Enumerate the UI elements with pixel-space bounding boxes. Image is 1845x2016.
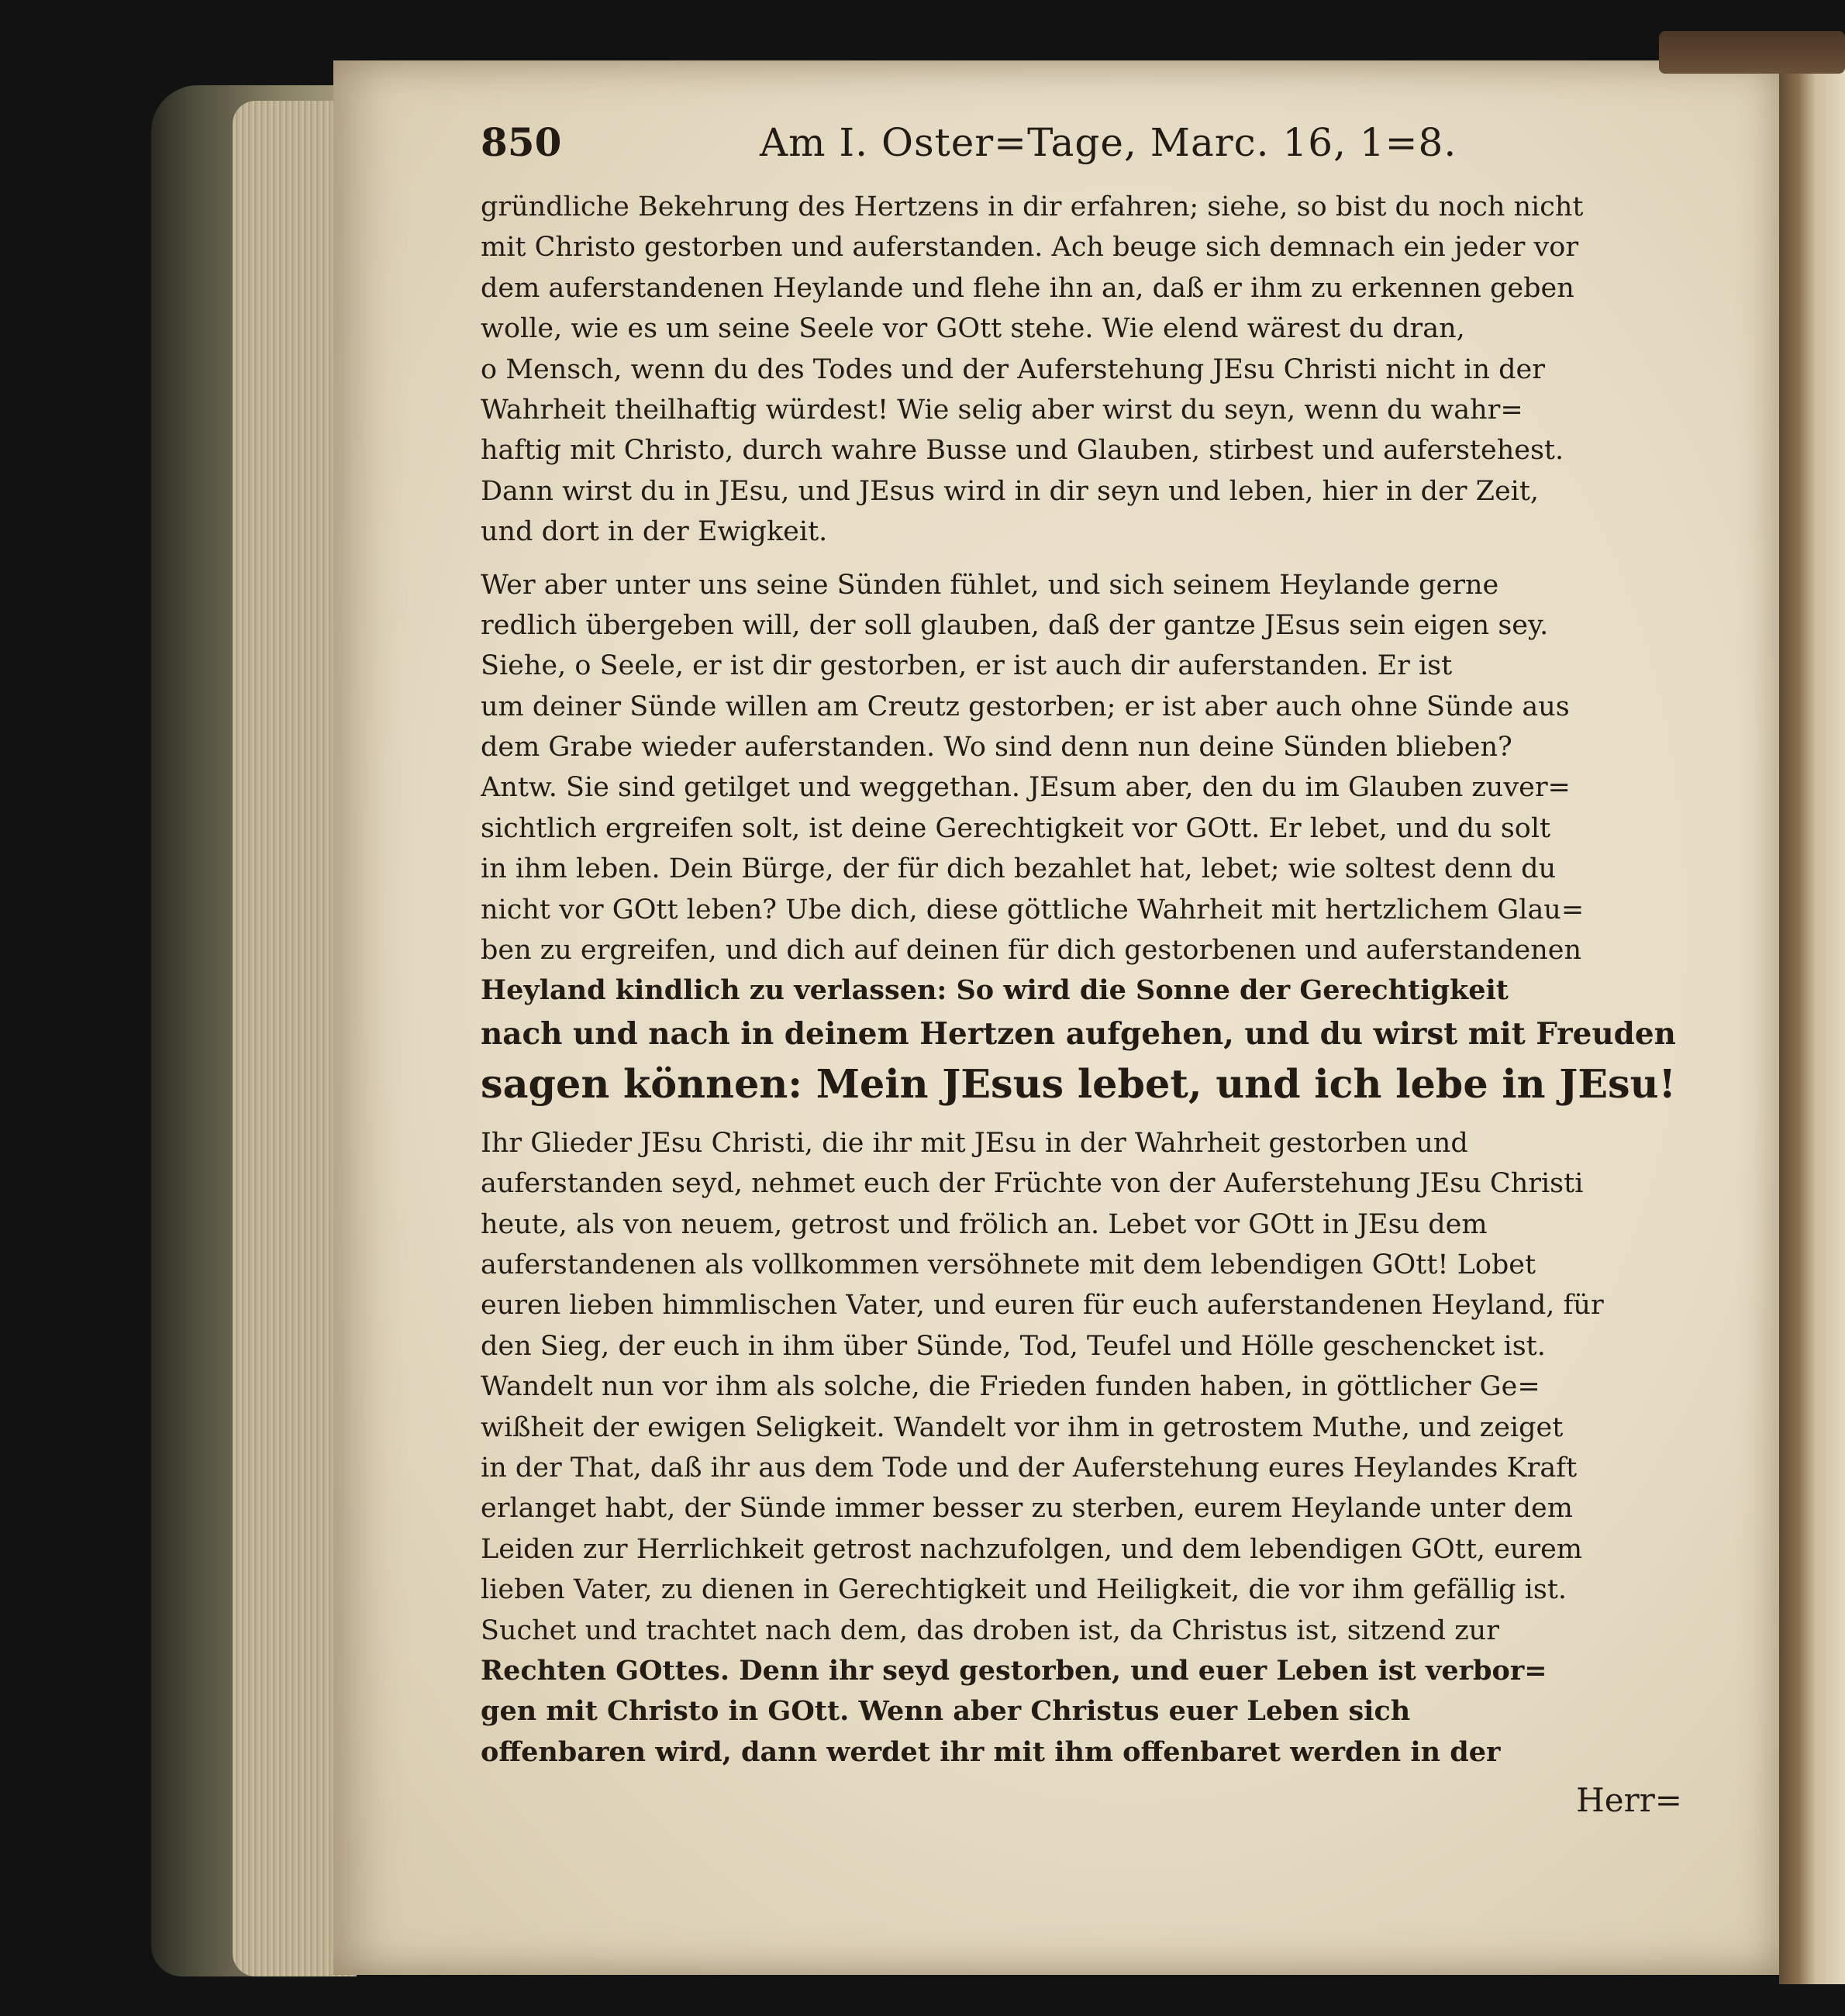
text-line: ben zu ergreifen, und dich auf deinen für dich gestorbenen und auferstandenen [481,935,1582,967]
text-line: Siehe, o Seele, er ist dir gestorben, er ist auch dir auferstanden. Er ist [481,650,1453,682]
text-line: haftig mit Christo, durch wahre Busse und Glauben, stirbest und auferstehest. [481,435,1564,467]
binding-top [1659,31,1845,74]
text-line: Antw. Sie sind getilget und weggethan. JEsum aber, den du im Glauben zuver= [481,772,1571,804]
text-line: gründliche Bekehrung des Hertzens in dir erfahren; siehe, so bist du noch nicht [481,191,1584,222]
page-number: 850 [481,119,562,165]
emphasized-line: gen mit Christo in GOtt. Wenn aber Christus euer Leben sich [481,1695,1411,1728]
page-header [481,112,1682,173]
text-line: Suchet und trachtet nach dem, das droben ist, da Christus ist, sitzend zur [481,1615,1499,1646]
text-line: o Mensch, wenn du des Todes und der Auferstehung JEsu Christi nicht in der [481,353,1545,385]
running-title: Am I. Oster=Tage, Marc. 16, 1=8. [760,120,1457,165]
text-line: sichtlich ergreifen solt, ist deine Gerechtigkeit vor GOtt. Er lebet, und du solt [481,812,1551,844]
text-line: Wer aber unter uns seine Sünden fühlet, und sich seinem Heylande gerne [481,569,1499,601]
text-line: wolle, wie es um seine Seele vor GOtt stehe. Wie elend wärest du dran, [481,313,1465,345]
emphasized-line: Rechten GOttes. Denn ihr seyd gestorben, und euer Leben ist verbor= [481,1654,1547,1687]
text-line: mit Christo gestorben und auferstanden. Ach beuge sich demnach ein jeder vor [481,232,1579,264]
emphasized-line: offenbaren wird, dann werdet ihr mit ihm offenbaret werden in der [481,1735,1501,1768]
text-line: Wahrheit theilhaftig würdest! Wie selig aber wirst du seyn, wenn du wahr= [481,394,1523,426]
text-line: auferstandenen als vollkommen versöhnete mit dem lebendigen GOtt! Lobet [481,1249,1536,1280]
text-line: Dann wirst du in JEsu, und JEsus wird in dir seyn und leben, hier in der Zeit, [481,475,1540,507]
text-line: erlanget habt, der Sünde immer besser zu sterben, eurem Heylande unter dem [481,1493,1573,1525]
text-line: nicht vor GOtt leben? Ube dich, diese göttliche Wahrheit mit hertzlichem Glau= [481,894,1585,925]
facing-page-edge [1779,47,1845,1984]
text-line: lieben Vater, zu dienen in Gerechtigkeit und Heiligkeit, die vor ihm gefällig ist. [481,1574,1567,1606]
emphasized-line: nach und nach in deinem Hertzen aufgehen, und du wirst mit Freuden [481,1015,1676,1052]
catchword: Herr= [1576,1781,1682,1820]
text-line: in der That, daß ihr aus dem Tode und der Auferstehung eures Heylandes Kraft [481,1452,1578,1484]
text-line: auferstanden seyd, nehmet euch der Früchte von der Auferstehung JEsu Christi [481,1168,1584,1200]
text-line: dem auferstandenen Heylande und flehe ihn an, daß er ihm zu erkennen geben [481,272,1574,304]
paragraph-2 [481,565,1682,1111]
text-line: um deiner Sünde willen am Creutz gestorben; er ist aber auch ohne Sünde aus [481,691,1570,722]
paragraph-3 [481,1123,1682,1773]
text-line: dem Grabe wieder auferstanden. Wo sind denn nun deine Sünden blieben? [481,732,1512,763]
text-line: Heyland kindlich zu verlassen: So wird die Sonne der Gerechtigkeit [481,974,1509,1007]
text-line: Leiden zur Herrlichkeit getrost nachzufolgen, und dem lebendigen GOtt, eurem [481,1533,1583,1565]
text-line: den Sieg, der euch in ihm über Sünde, Tod, Teufel und Hölle geschencket ist. [481,1330,1546,1362]
emphasized-line: sagen können: Mein JEsus lebet, und ich lebe in JEsu! [481,1060,1676,1107]
text-line: wißheit der ewigen Seligkeit. Wandelt vor ihm in getrostem Muthe, und zeiget [481,1411,1564,1443]
text-line: Ihr Glieder JEsu Christi, die ihr mit JEsu in der Wahrheit gestorben und [481,1127,1468,1159]
text-line: und dort in der Ewigkeit. [481,516,828,548]
page-text [481,112,1682,1824]
paragraph-1 [481,187,1682,553]
text-line: Wandelt nun vor ihm als solche, die Frieden funden haben, in göttlicher Ge= [481,1371,1540,1403]
text-line: heute, als von neuem, getrost und frölich an. Lebet vor GOtt in JEsu dem [481,1208,1488,1240]
text-line: euren lieben himmlischen Vater, und euren für euch auferstandenen Heyland, für [481,1290,1604,1322]
text-line: redlich übergeben will, der soll glauben, daß der gantze JEsus sein eigen sey. [481,609,1549,641]
text-line: in ihm leben. Dein Bürge, der für dich bezahlet hat, lebet; wie soltest denn du [481,853,1557,885]
